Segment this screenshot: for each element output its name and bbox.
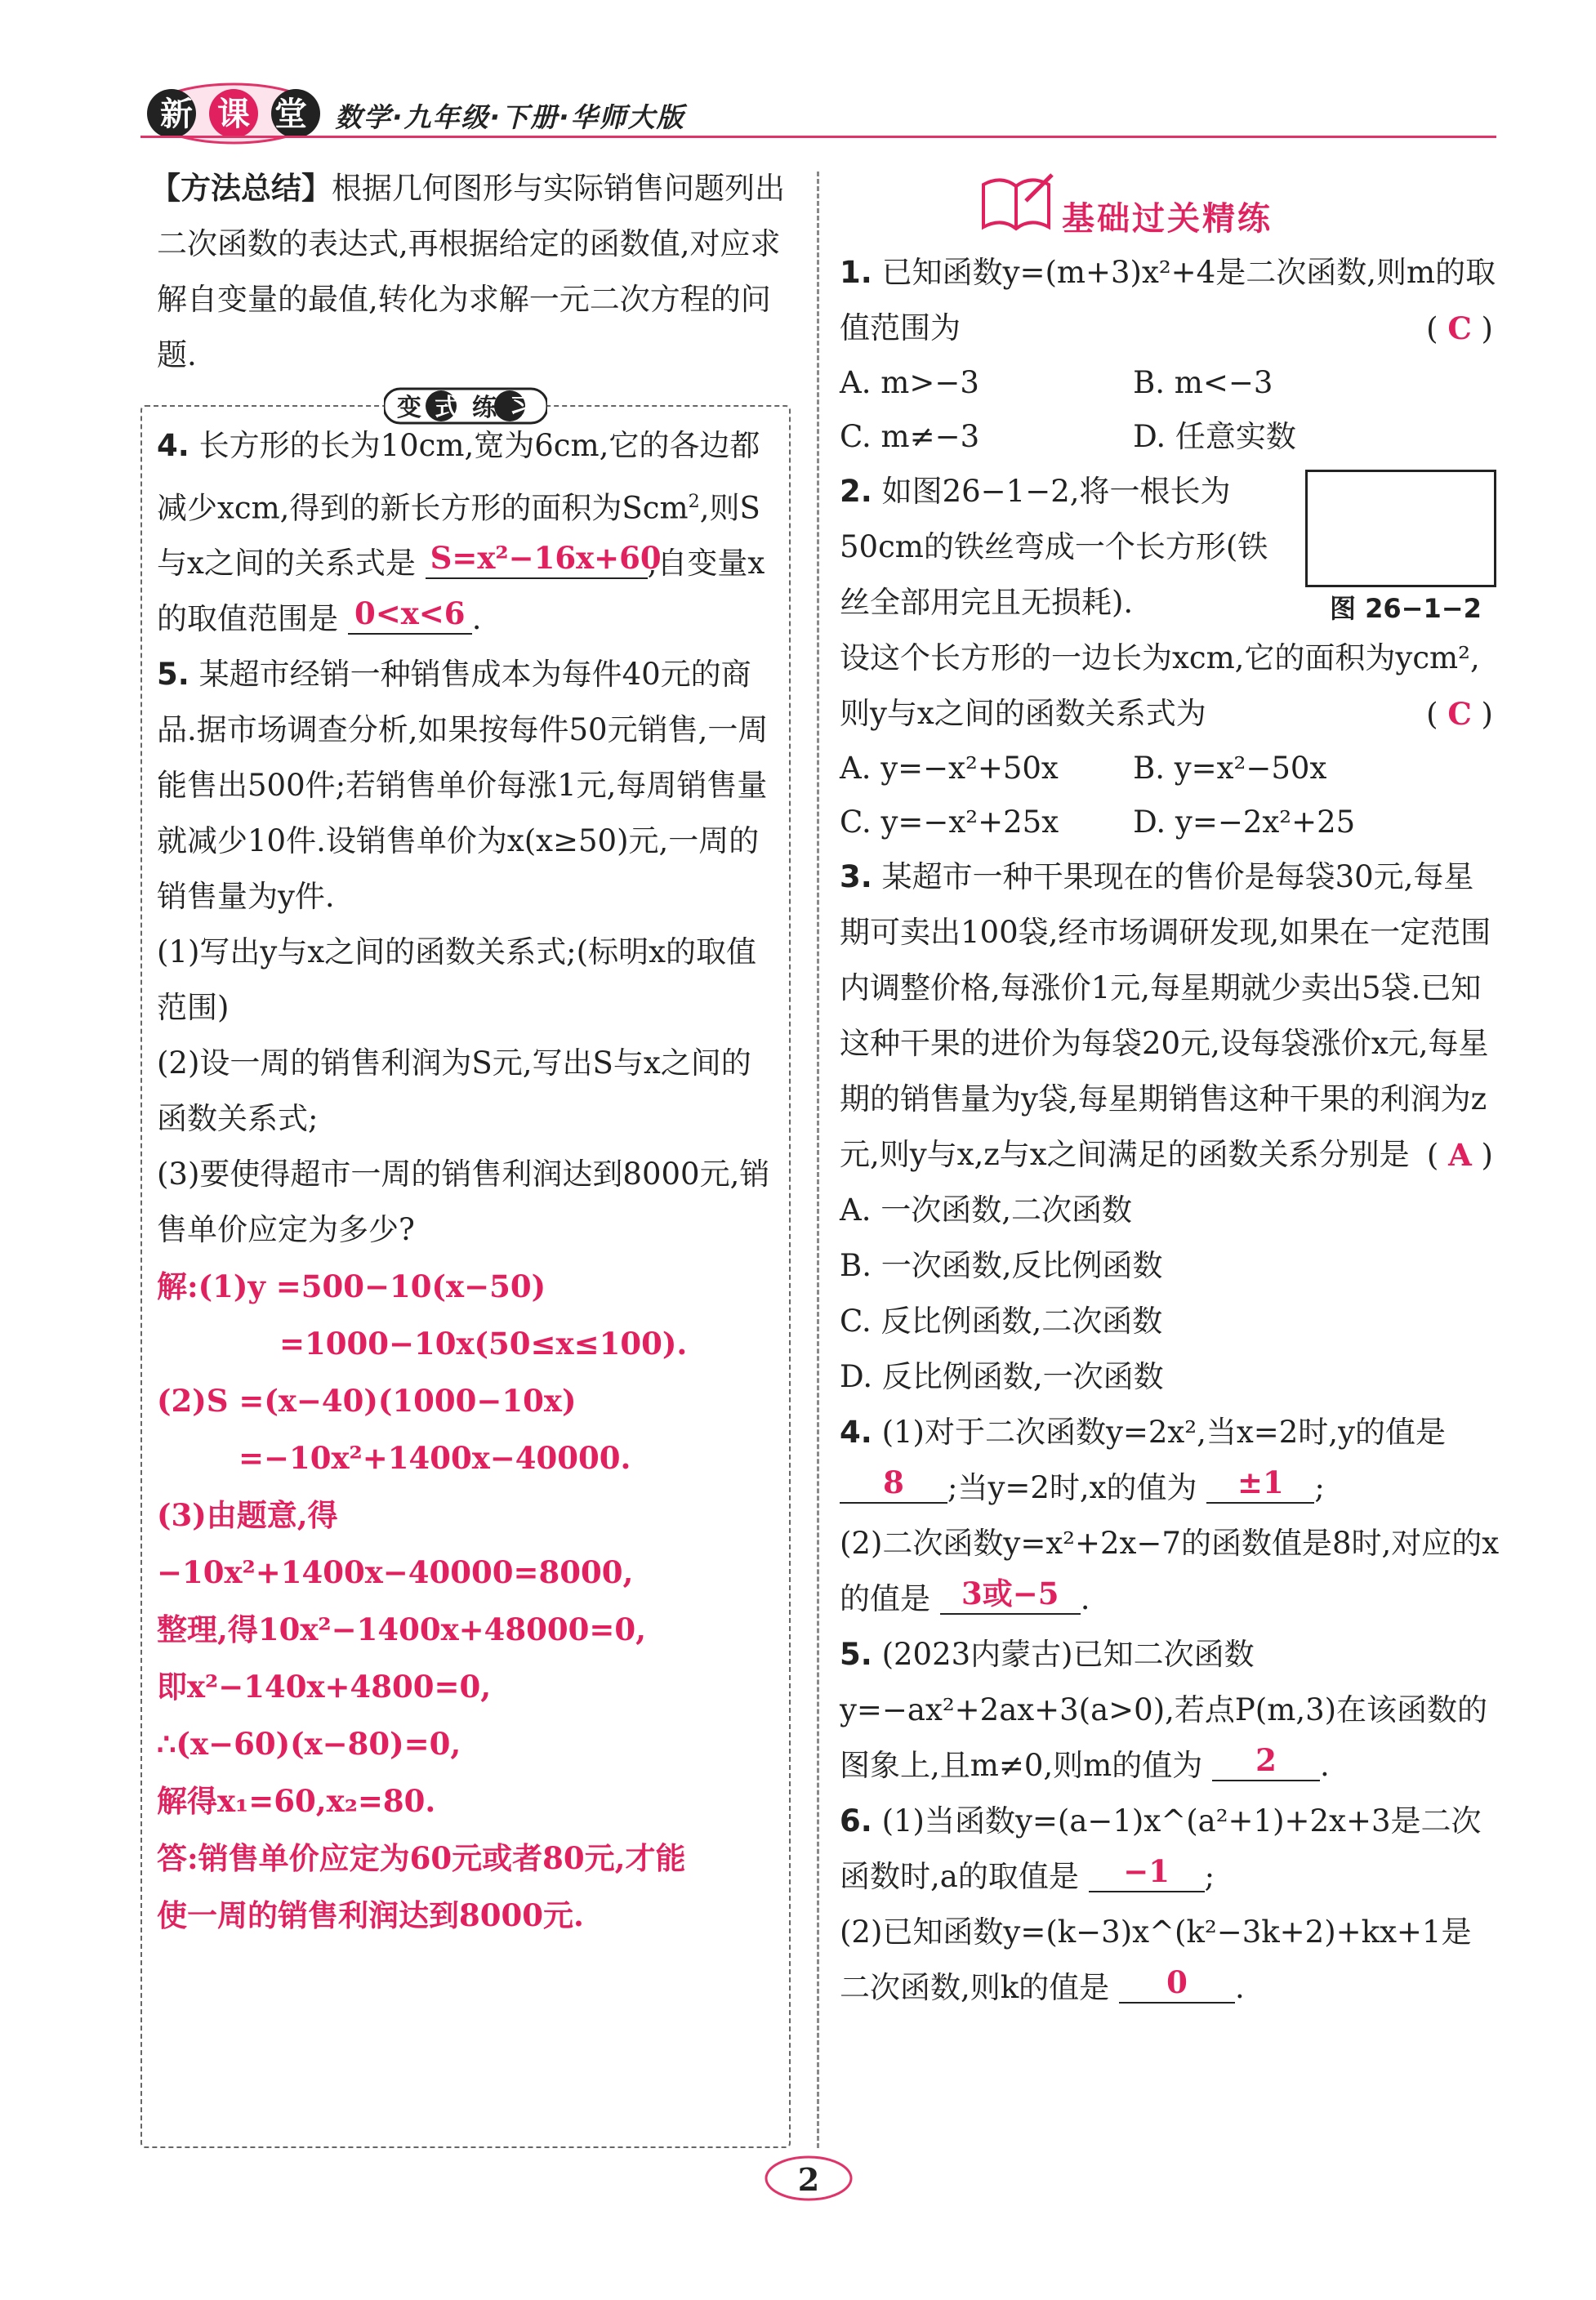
q5-part-2: (2)设一周的销售利润为S元,写出S与x之间的函数关系式;	[157, 1045, 751, 1137]
q1-answer: ( C )	[1426, 310, 1493, 346]
solution-line: 解得x₁=60,x₂=80.	[157, 1783, 436, 1820]
right-q2-b	[840, 631, 1501, 742]
option: B. 一次函数,反比例函数	[840, 1248, 1163, 1283]
q5-part-3: (3)要使得超市一周的销售利润达到8000元,销售单价应定为多少?	[157, 1157, 770, 1248]
q3-options	[840, 1183, 1501, 1405]
q6-blank-1	[1089, 1852, 1205, 1892]
q5-text: 某超市经销一种销售成本为每件40元的商品.据市场调查分析,如果按每件50元销售,一周能售出500件;若销售单价每涨1元,每周销售量就减少10件.设销售单价为x(x≥50)元,一周的销售量为y件.	[157, 657, 769, 915]
option: A. 一次函数,二次函数	[840, 1192, 1133, 1228]
q6-answer-1: −1	[1123, 1853, 1170, 1889]
option: C. m≠−3	[840, 419, 980, 454]
q1-options	[840, 356, 1426, 464]
solution-line: 整理,得10x²−1400x+48000=0,	[157, 1611, 647, 1648]
q3-answer-value: A	[1448, 1137, 1472, 1173]
figure-rectangle	[1305, 470, 1496, 587]
q4-answer-2: 0<x<6	[354, 595, 466, 632]
right-q3	[840, 849, 1501, 1183]
q3-text: 某超市一种干果现在的售价是每袋30元,每星期可卖出100袋,经市场调研发现,如果在一定范围内调整价格,每涨价1元,每星期就少卖出5袋.已知这种干果的进价为每袋20元,设每袋涨价x元,每星期的销售量为y袋,每星期销售这种干果的利润为z元,则y与x,z与x之间满足的函数关系分别是	[840, 859, 1491, 1172]
q1-number: 1.	[840, 255, 872, 290]
q4-sup: 2	[688, 491, 700, 512]
q4r-line1: (1)对于二次函数y=2x²,当x=2时,y的值是	[881, 1415, 1446, 1450]
right-q4: 4. (1)对于二次函数y=2x²,当x=2时,y的值是 8 ;当y=2时,x的值为 ±1 ;	[840, 1415, 1446, 1505]
q1-answer-value: C	[1447, 310, 1472, 346]
q6-answer-2: 0	[1166, 1964, 1188, 2000]
option: D. 反比例函数,一次函数	[840, 1359, 1164, 1394]
option: D. 任意实数	[1133, 419, 1296, 454]
q5r-text: (2023内蒙古)已知二次函数y=−ax²+2ax+3(a>0),若点P(m,3)在该函数的图象上,且m≠0,则m的值为	[840, 1637, 1488, 1783]
method-label: 【方法总结】	[150, 170, 332, 206]
right-q4-part2: (2)二次函数y=x²+2x−7的函数值是8时,对应的x的值是 3或−5 .	[840, 1526, 1500, 1616]
solution-line: (3)由题意,得	[157, 1497, 338, 1534]
q4-answer-blank-2	[348, 595, 472, 635]
q4r-answer-1: 8	[883, 1464, 904, 1500]
right-q6-part2: (2)已知函数y=(k−3)x^(k²−3k+2)+kx+1是二次函数,则k的值是 0 .	[840, 1914, 1472, 2005]
q1-text: 已知函数y=(m+3)x²+4是二次函数,则m的取值范围为	[840, 255, 1496, 345]
header-subtitle: 数学·九年级·下册·华师大版	[335, 101, 685, 133]
q5-solution	[157, 1258, 778, 1944]
q4r-answer-3: 3或−5	[961, 1576, 1059, 1611]
q6-line1: (1)当函数y=(a−1)x^(a²+1)+2x+3是二次函数时,a的取值是	[840, 1803, 1482, 1894]
q4-text3: ,自变量x的取值范围是	[157, 546, 765, 637]
right-q2-a	[840, 464, 1297, 631]
q5-part-1: (1)写出y与x之间的函数关系式;(标明x的取值范围)	[157, 934, 756, 1026]
practice-title: 变 式 练 习	[397, 394, 534, 422]
logo-text: 新 课 堂	[160, 96, 307, 133]
option: D. y=−2x²+25	[1133, 805, 1356, 840]
option: B. m<−3	[1133, 365, 1273, 400]
header-rule	[140, 136, 1496, 138]
q2-answer: ( C )	[1426, 696, 1493, 732]
option: C. y=−x²+25x	[840, 805, 1059, 840]
solution-line: 答:销售单价应定为60元或者80元,才能	[157, 1840, 686, 1877]
book-icon	[977, 168, 1055, 237]
solution-line: 使一周的销售利润达到8000元.	[157, 1897, 584, 1934]
q4r-blank-1	[840, 1464, 947, 1504]
solution-line: 即x²−140x+4800=0,	[157, 1669, 492, 1705]
q2-text-b: 设这个长方形的一边长为xcm,它的面积为ycm²,则y与x之间的函数关系式为	[840, 640, 1480, 731]
solution-line: −10x²+1400x−40000=8000,	[157, 1554, 634, 1591]
q4-text: 长方形的长为10cm,宽为6cm,它的各边都减少xcm,得到的新长方形的面积为Scm	[157, 428, 760, 526]
q2-text-a: 如图26−1−2,将一根长为50cm的铁丝弯成一个长方形(铁丝全部用完且无损耗).	[840, 474, 1268, 620]
q5-number: 5.	[157, 657, 189, 693]
practice-content	[157, 418, 778, 1944]
solution-line: (2)S =(x−40)(1000−10x)	[157, 1383, 577, 1420]
q2-answer-value: C	[1447, 696, 1472, 732]
q4-end: .	[471, 601, 482, 637]
right-q1	[840, 245, 1501, 356]
left-q4	[157, 418, 778, 647]
q6-blank-2	[1119, 1963, 1235, 2004]
q3-answer: ( A )	[1426, 1137, 1493, 1173]
solution-line: 解:(1)y =500−10(x−50)	[157, 1268, 546, 1305]
q2-options	[840, 742, 1426, 849]
option: A. y=−x²+50x	[840, 751, 1059, 786]
q4r-line2: ;当y=2时,x的值为	[947, 1470, 1197, 1505]
q5r-blank	[1212, 1741, 1320, 1781]
left-q5	[157, 647, 778, 925]
option: B. y=x²−50x	[1133, 751, 1327, 786]
q4-answer-1: S=x²−16x+60	[430, 540, 662, 577]
option: C. 反比例函数,二次函数	[840, 1304, 1163, 1339]
q2-number: 2.	[840, 474, 872, 509]
right-q6: 6. (1)当函数y=(a−1)x^(a²+1)+2x+3是二次函数时,a的取值是 −1 ;	[840, 1803, 1482, 1894]
method-summary	[150, 160, 790, 383]
q5r-answer: 2	[1255, 1742, 1277, 1778]
q4-number: 4.	[157, 428, 189, 463]
q3-number: 3.	[840, 859, 872, 894]
q4r-blank-2	[1206, 1464, 1314, 1504]
q4r-blank-3	[940, 1575, 1081, 1615]
section-title: 基础过关精练	[1062, 200, 1273, 238]
figure-caption: 图 26−1−2	[1330, 593, 1482, 624]
q4r-line3: (2)二次函数y=x²+2x−7的函数值是8时,对应的x的值是	[840, 1526, 1500, 1616]
solution-line: =1000−10x(50≤x≤100).	[279, 1326, 688, 1362]
left-column	[150, 160, 790, 383]
solution-line: ∴(x−60)(x−80)=0,	[157, 1726, 461, 1763]
q4-answer-blank-1	[426, 539, 662, 579]
column-divider	[817, 172, 819, 2148]
q4r-answer-2: ±1	[1237, 1464, 1284, 1500]
q6-line2: (2)已知函数y=(k−3)x^(k²−3k+2)+kx+1是二次函数,则k的值是	[840, 1914, 1472, 2005]
q6-number: 6.	[840, 1803, 872, 1839]
method-text: 根据几何图形与实际销售问题列出二次函数的表达式,再根据给定的函数值,对应求解自变量的最值,转化为求解一元二次方程的问题.	[157, 171, 785, 372]
q4-text2: ,则S与x之间的关系式是	[157, 490, 760, 582]
solution-line: =−10x²+1400x−40000.	[239, 1440, 631, 1477]
page-number: 2	[797, 2161, 820, 2198]
q4r-number: 4.	[840, 1415, 872, 1450]
right-q5: 5. (2023内蒙古)已知二次函数y=−ax²+2ax+3(a>0),若点P(m,3)在该函数的图象上,且m≠0,则m的值为 2 .	[840, 1637, 1488, 1783]
option: A. m>−3	[840, 365, 979, 400]
q5r-number: 5.	[840, 1637, 872, 1672]
